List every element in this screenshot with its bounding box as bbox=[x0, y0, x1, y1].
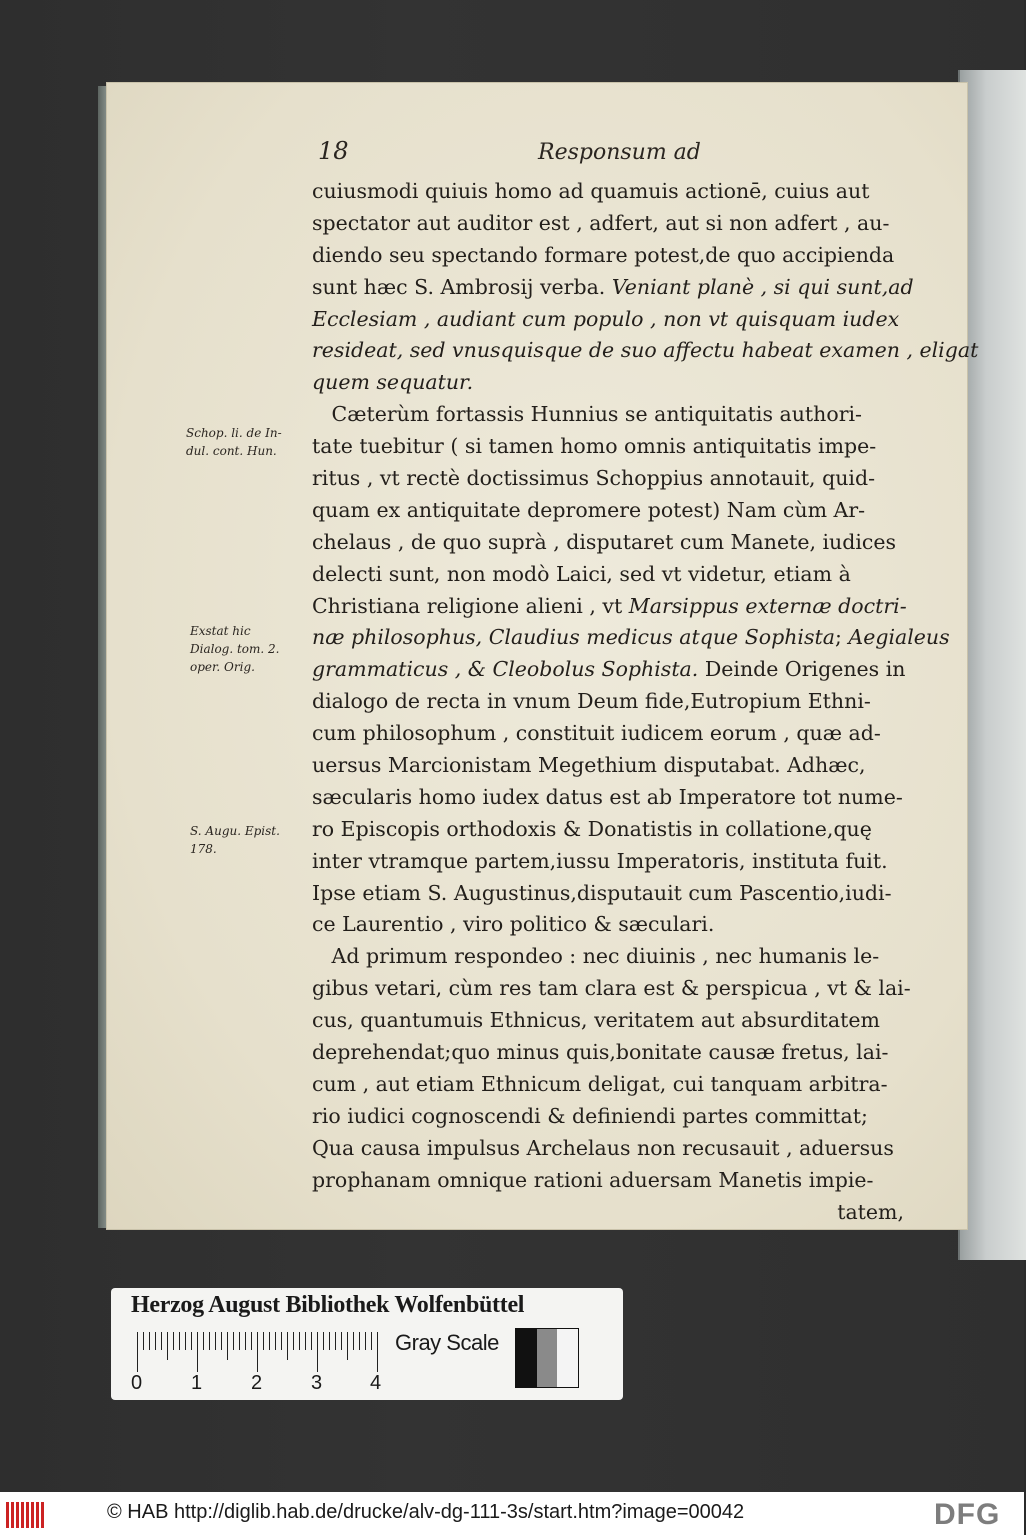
gray-swatch bbox=[537, 1329, 558, 1387]
ruler-tick bbox=[233, 1332, 234, 1350]
text-line: deprehendat;quo minus quis,bonitate causæ fretus, lai- bbox=[312, 1040, 889, 1065]
page-body-text bbox=[312, 176, 979, 1228]
ruler-tick bbox=[221, 1332, 222, 1350]
ruler-scale bbox=[137, 1332, 387, 1372]
text-line: cum philosophum , constituit iudicem eorum , quæ ad- bbox=[312, 721, 881, 746]
ruler-tick bbox=[281, 1332, 282, 1350]
text-line: ce Laurentio , viro politico & sæculari. bbox=[312, 912, 715, 937]
ruler-tick bbox=[161, 1332, 162, 1350]
ruler-tick bbox=[347, 1332, 348, 1360]
ruler-tick bbox=[365, 1332, 366, 1350]
ruler-tick bbox=[203, 1332, 204, 1350]
text-line: Christiana religione alieni , vt Marsippus externæ doctri- bbox=[312, 593, 907, 618]
ruler-tick bbox=[215, 1332, 216, 1350]
gray-swatch bbox=[557, 1329, 578, 1387]
ruler-tick bbox=[137, 1332, 138, 1372]
ruler-tick bbox=[293, 1332, 294, 1350]
institution-name: Herzog August Bibliothek Wolfenbüttel bbox=[131, 1292, 525, 1318]
ruler-tick bbox=[179, 1332, 180, 1350]
footer-bar bbox=[0, 1492, 1024, 1535]
text-line: grammaticus , & Cleobolus Sophista. Deinde Origenes in bbox=[312, 657, 906, 682]
text-line: quem sequatur. bbox=[312, 370, 474, 395]
dfg-logo: DFG bbox=[934, 1498, 1001, 1531]
margin-note-line: Dialog. tom. 2. bbox=[190, 642, 280, 656]
ruler-tick bbox=[191, 1332, 192, 1350]
ruler-number: 3 bbox=[311, 1372, 323, 1394]
ruler-tick bbox=[263, 1332, 264, 1350]
text-line: Cæterùm fortassis Hunnius se antiquitatis authori- bbox=[312, 402, 862, 427]
running-title: Responsum ad bbox=[538, 140, 701, 165]
ruler-tick bbox=[185, 1332, 186, 1350]
text-line: Qua causa impulsus Archelaus non recusauit , aduersus bbox=[312, 1135, 894, 1160]
ruler-tick bbox=[167, 1332, 168, 1360]
ruler-tick bbox=[251, 1332, 252, 1350]
margin-note-line: oper. Orig. bbox=[190, 660, 255, 674]
ruler-tick bbox=[353, 1332, 354, 1350]
margin-note-line: S. Augu. Epist. bbox=[190, 824, 280, 838]
text-line: ro Episcopis orthodoxis & Donatistis in collatione,quę bbox=[312, 816, 872, 841]
ruler-tick bbox=[155, 1332, 156, 1350]
text-line: prophanam omnique rationi aduersam Manetis impie- bbox=[312, 1167, 874, 1192]
margin-note-exstat bbox=[190, 622, 280, 676]
text-line: Ecclesiam , audiant cum populo , non vt quisquam iudex bbox=[312, 306, 900, 331]
text-line: quam ex antiquitate depromere potest) Nam cùm Ar- bbox=[312, 497, 866, 522]
ruler-tick bbox=[317, 1332, 318, 1372]
gray-scale-label: Gray Scale bbox=[395, 1330, 499, 1355]
text-line: cuiusmodi quiuis homo ad quamuis actionē, cuius aut bbox=[312, 179, 870, 203]
text-line: Ipse etiam S. Augustinus,disputauit cum Pascentio,iudi- bbox=[312, 880, 892, 905]
ruler-tick bbox=[311, 1332, 312, 1350]
ruler-tick bbox=[143, 1332, 144, 1350]
text-line: chelaus , de quo suprà , disputaret cum Manete, iudices bbox=[312, 529, 897, 554]
ruler-tick bbox=[305, 1332, 306, 1350]
ruler-tick bbox=[287, 1332, 288, 1360]
text-line: resideat, sed vnusquisque de suo affectu habeat examen , eligat bbox=[312, 338, 979, 363]
text-line: gibus vetari, cùm res tam clara est & perspicua , vt & lai- bbox=[312, 976, 911, 1001]
ruler-tick bbox=[173, 1332, 174, 1350]
margin-note-line: dul. cont. Hun. bbox=[186, 444, 277, 458]
copyright-link[interactable]: © HAB http://diglib.hab.de/drucke/alv-dg-111-3s/start.htm?image=00042 bbox=[107, 1501, 745, 1523]
ruler-tick bbox=[299, 1332, 300, 1350]
ruler-number: 4 bbox=[370, 1372, 382, 1394]
gray-swatch bbox=[516, 1329, 537, 1387]
text-line: diendo seu spectando formare potest,de quo accipienda bbox=[312, 242, 895, 267]
ruler-tick bbox=[275, 1332, 276, 1350]
ruler-tick bbox=[209, 1332, 210, 1350]
hab-logo-icon bbox=[6, 1502, 44, 1528]
text-line: dialogo de recta in vnum Deum fide,Eutropium Ethni- bbox=[312, 689, 871, 714]
ruler-tick bbox=[329, 1332, 330, 1350]
ruler-tick bbox=[149, 1332, 150, 1350]
ruler-tick bbox=[371, 1332, 372, 1350]
text-line: rio iudici cognoscendi & definiendi partes committat; bbox=[312, 1103, 868, 1128]
margin-note-augustinus bbox=[190, 822, 280, 858]
margin-note-line: Schop. li. de In- bbox=[186, 426, 282, 440]
ruler-tick bbox=[257, 1332, 258, 1372]
text-line: inter vtramque partem,iussu Imperatoris, instituta fuit. bbox=[312, 848, 888, 873]
ruler-tick bbox=[245, 1332, 246, 1350]
ruler-tick bbox=[377, 1332, 378, 1372]
ruler-tick bbox=[341, 1332, 342, 1350]
adjacent-leaf bbox=[958, 70, 1026, 1260]
margin-note-line: Exstat hic bbox=[190, 624, 251, 638]
ruler-tick bbox=[269, 1332, 270, 1350]
text-line: spectator aut auditor est , adfert, aut si non adfert , au- bbox=[312, 210, 890, 235]
ruler-number: 0 bbox=[131, 1372, 143, 1394]
text-line: tate tuebitur ( si tamen homo omnis antiquitatis impe- bbox=[312, 434, 877, 459]
ruler-tick bbox=[227, 1332, 228, 1360]
text-line: cum , aut etiam Ethnicum deligat, cui tanquam arbitra- bbox=[312, 1071, 888, 1096]
ruler-number: 2 bbox=[251, 1372, 263, 1394]
ruler-tick bbox=[335, 1332, 336, 1350]
page-number: 18 bbox=[318, 137, 349, 165]
text-line: uersus Marcionistam Megethium disputabat. Adhæc, bbox=[312, 753, 866, 778]
text-line: tatem, bbox=[837, 1199, 904, 1224]
text-line: cus, quantumuis Ethnicus, veritatem aut absurditatem bbox=[312, 1008, 880, 1033]
text-line: sæcularis homo iudex datus est ab Imperatore tot nume- bbox=[312, 784, 903, 809]
gray-swatches bbox=[515, 1328, 579, 1388]
text-line: Ad primum respondeo : nec diuinis , nec humanis le- bbox=[312, 944, 880, 969]
ruler-tick bbox=[197, 1332, 198, 1372]
margin-note-line: 178. bbox=[190, 842, 217, 856]
ruler-tick bbox=[323, 1332, 324, 1350]
text-line: ritus , vt rectè doctissimus Schoppius annotauit, quid- bbox=[312, 466, 876, 491]
ruler-number: 1 bbox=[191, 1372, 203, 1394]
text-line: delecti sunt, non modò Laici, sed vt videtur, etiam à bbox=[312, 561, 851, 586]
ruler-tick bbox=[239, 1332, 240, 1350]
text-line: sunt hæc S. Ambrosij verba. Veniant planè , si qui sunt,ad bbox=[312, 274, 914, 299]
text-line: næ philosophus, Claudius medicus atque Sophista; Aegialeus bbox=[312, 625, 950, 650]
margin-note-schoppius bbox=[186, 424, 282, 460]
color-calibration-bar bbox=[111, 1288, 623, 1400]
ruler-tick bbox=[359, 1332, 360, 1350]
